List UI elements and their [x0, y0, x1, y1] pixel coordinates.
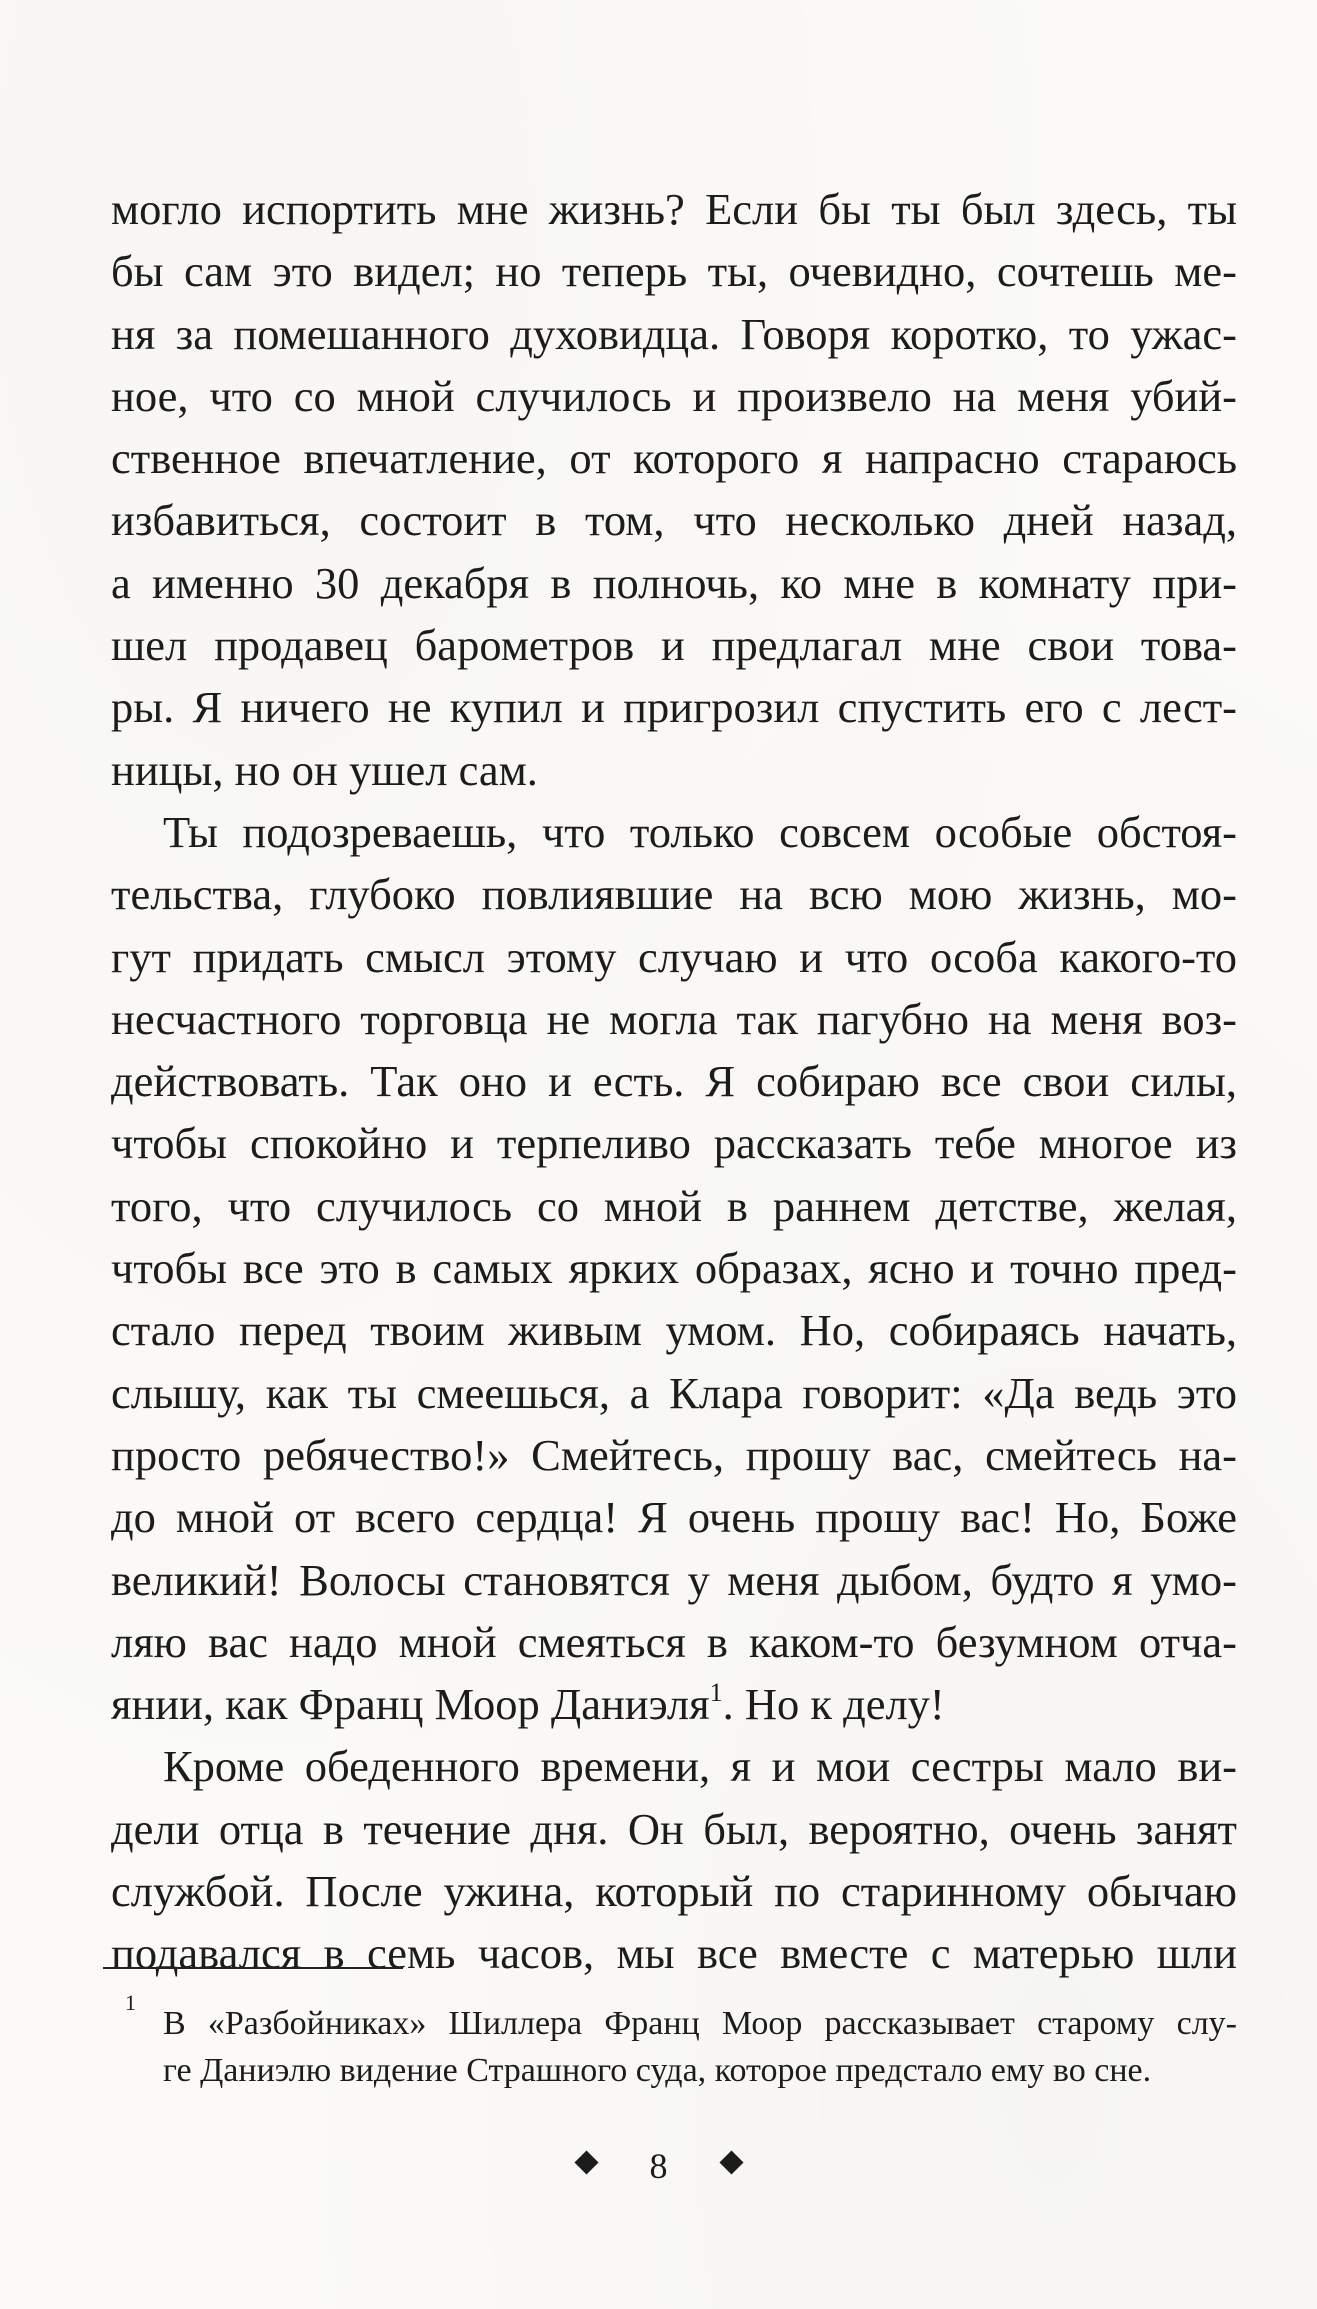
- text-line: действовать. Так оно и есть. Я собираю все свои силы,: [111, 1056, 1237, 1107]
- text-line: Кроме обеденного времени, я и мои сестры мало ви-: [163, 1741, 1237, 1792]
- text-line: ницы, но он ушел сам.: [111, 744, 538, 795]
- footnote-mark: 1: [125, 1990, 136, 2015]
- text-segment: . Но к делу!: [722, 1679, 945, 1730]
- text-line-with-footnote-ref: [111, 1673, 1237, 1735]
- text-line: ное, что со мной случилось и произвело на меня убий-: [111, 370, 1237, 421]
- text-line: чтобы спокойно и терпеливо рассказать тебе многое из: [111, 1118, 1237, 1169]
- diamond-ornament-icon: [574, 2151, 598, 2175]
- footnote-reference[interactable]: 1: [709, 1678, 723, 1708]
- text-line: ры. Я ничего не купил и пригрозил спустить его с лест-: [111, 682, 1237, 733]
- text-line: бы сам это видел; но теперь ты, очевидно, сочтешь ме-: [111, 246, 1237, 297]
- text-line: могло испортить мне жизнь? Если бы ты был здесь, ты: [111, 184, 1237, 234]
- text-line: шел продавец барометров и предлагал мне свои това-: [111, 620, 1237, 671]
- footnote-divider: [103, 1967, 403, 1969]
- text-segment: янии, как Франц Моор Даниэля: [111, 1679, 710, 1730]
- text-line: Ты подозреваешь, что только совсем особые обстоя-: [163, 806, 1237, 857]
- body-text: [111, 178, 1237, 1985]
- text-line: чтобы все это в самых ярких образах, ясно и точно пред-: [111, 1243, 1237, 1294]
- text-line: ляю вас надо мной смеяться в каком-то безумном отча-: [111, 1616, 1237, 1667]
- text-line: до мной от всего сердца! Я очень прошу вас! Но, Боже: [111, 1492, 1237, 1543]
- text-line: тельства, глубоко повлиявшие на всю мою жизнь, мо-: [111, 869, 1237, 920]
- text-line: стало перед твоим живым умом. Но, собираясь начать,: [111, 1305, 1237, 1356]
- text-line: службой. После ужина, который по старинному обычаю: [111, 1866, 1237, 1917]
- text-line: просто ребячество!» Смейтесь, прошу вас, смейтесь на-: [111, 1429, 1237, 1480]
- page-number: 8: [649, 2145, 668, 2186]
- text-line: слышу, как ты смеешься, а Клара говорит: «Да ведь это: [111, 1367, 1237, 1418]
- footnote: [111, 1990, 1237, 2094]
- diamond-ornament-icon: [719, 2151, 743, 2175]
- text-line: ственное впечатление, от которого я напрасно стараюсь: [111, 433, 1237, 484]
- page-footer: [0, 2140, 1317, 2188]
- text-line: ня за помешанного духовидца. Говоря коротко, то ужас-: [111, 308, 1237, 359]
- text-line: несчастного торговца не могла так пагубно на меня воз-: [111, 993, 1237, 1044]
- text-line: дели отца в течение дня. Он был, вероятно, очень занят: [111, 1803, 1237, 1854]
- text-line: великий! Волосы становятся у меня дыбом, будто я умо-: [111, 1554, 1237, 1605]
- text-line: избавиться, состоит в том, что несколько дней назад,: [111, 495, 1237, 546]
- text-line: того, что случилось со мной в раннем детстве, желая,: [111, 1180, 1237, 1231]
- footnote-line: В «Разбойниках» Шиллера Франц Моор рассказывает старому слу-: [163, 2005, 1237, 2042]
- text-line: а именно 30 декабря в полночь, ко мне в комнату при-: [111, 557, 1237, 608]
- text-line: подавался в семь часов, мы все вместе с матерью шли: [111, 1928, 1237, 1979]
- footnote-line: ге Даниэлю видение Страшного суда, которое предстало ему во сне.: [163, 2052, 1152, 2089]
- text-line: гут придать смысл этому случаю и что особа какого-то: [111, 931, 1237, 982]
